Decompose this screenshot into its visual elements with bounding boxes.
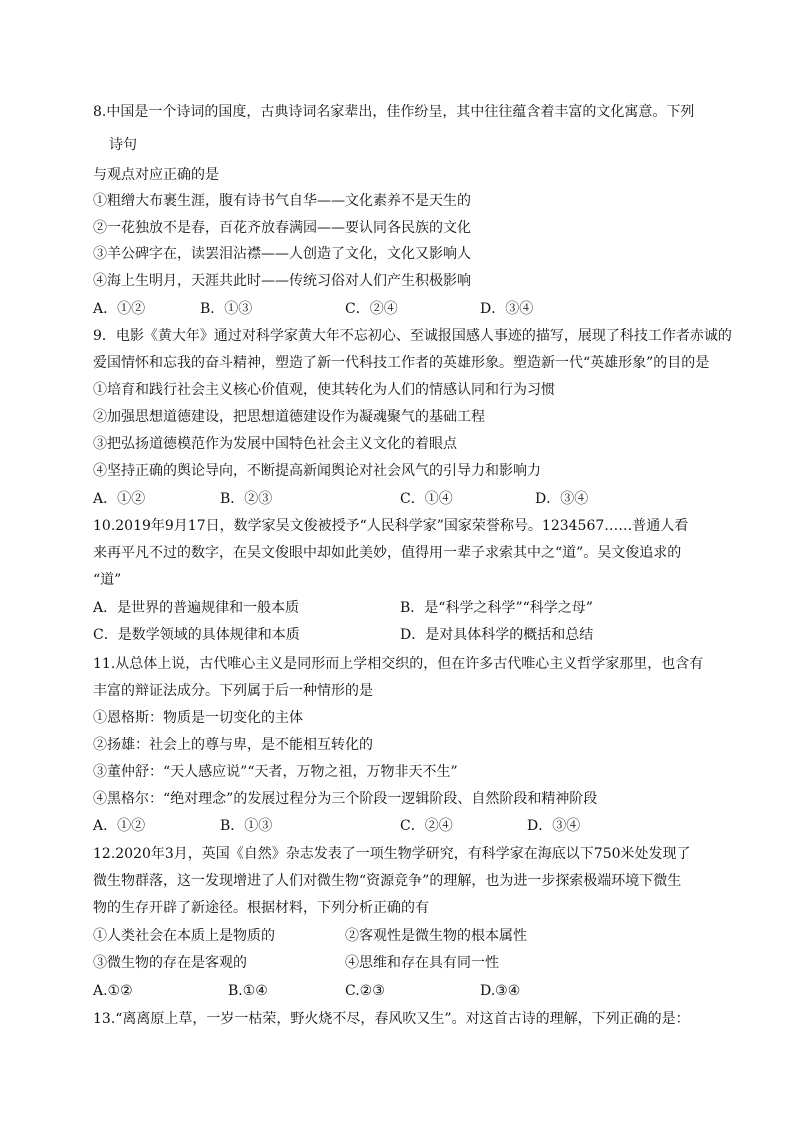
q9-stem-line-2: 爱国情怀和忘我的奋斗精神，塑造了新一代科技工作者的英雄形象。塑造新一代“英雄形象”的目的是	[93, 355, 710, 371]
q12-stem-line-2: 微生物群落，这一发现增进了人们对微生物“资源竞争”的理解，也为进一步探索极端环境下微生	[93, 873, 682, 889]
q12-item-4: ④思维和存在具有同一性	[345, 955, 499, 971]
q9-item-3: ③把弘扬道德模范作为发展中国特色社会主义文化的着眼点	[93, 436, 457, 452]
q8-item-3: ③羊公碑字在，读罢泪沾襟——人创造了文化，文化又影响人	[93, 246, 471, 262]
q11-option-c: C．②④	[400, 818, 453, 834]
q10-options-row-1	[0, 599, 794, 617]
q10-option-d: D．是对具体科学的概括和总结	[400, 627, 594, 643]
q8-item-2: ②一花独放不是春，百花齐放春满园——要认同各民族的文化	[93, 220, 471, 236]
q12-item-1: ①人类社会在本质上是物质的	[93, 928, 275, 944]
q10-stem-line-1: 10.2019年9月17日，数学家吴文俊被授予“人民科学家”国家荣誉称号。1234567……普通人看	[93, 518, 689, 534]
q8-option-a: A．①②	[93, 301, 146, 317]
q12-option-c: C.②③	[345, 983, 385, 999]
q11-item-4: ④黑格尔：“绝对理念”的发展过程分为三个阶段一逻辑阶段、自然阶段和精神阶段	[93, 791, 598, 807]
q12-stem-line-1: 12.2020年3月，英国《自然》杂志发表了一项生物学研究，有科学家在海底以下750米处发现了	[93, 846, 691, 862]
q12-options	[0, 982, 794, 1000]
q10-options-row-2	[0, 626, 794, 644]
q12-option-a: A.①②	[93, 983, 133, 999]
q11-stem-line-2: 丰富的辩证法成分。下列属于后一种情形的是	[93, 683, 373, 699]
q11-option-b: B．①③	[220, 818, 273, 834]
q8-item-1: ①粗缯大布裹生涯，腹有诗书气自华——文化素养不是天生的	[93, 193, 471, 209]
q11-item-2: ②扬雄：社会上的尊与卑，是不能相互转化的	[93, 737, 373, 753]
q13-stem-line-1: 13.“离离原上草，一岁一枯荣，野火烧不尽，春风吹又生”。对这首古诗的理解，下列正确的是：	[93, 1011, 690, 1027]
q11-option-a: A．①②	[93, 818, 146, 834]
q10-option-b: B．是“科学之科学”“科学之母”	[400, 600, 593, 616]
q12-option-b: B.①④	[228, 983, 268, 999]
q12-stem-line-3: 物的生存开辟了新途径。根据材料，下列分析正确的有	[93, 900, 429, 916]
q12-item-2: ②客观性是微生物的根本属性	[345, 928, 527, 944]
q11-option-d: D．③④	[527, 818, 581, 834]
q11-item-1: ①恩格斯：物质是一切变化的主体	[93, 710, 303, 726]
q9-option-a: A．①②	[93, 491, 146, 507]
q8-option-c: C．②④	[345, 301, 398, 317]
q12-items-row-1	[0, 927, 794, 945]
q9-option-c: C．①④	[400, 491, 453, 507]
q11-options	[0, 817, 794, 835]
q9-item-2: ②加强思想道德建设，把思想道德建设作为凝魂聚气的基础工程	[93, 409, 485, 425]
q10-stem-line-3: “道”	[93, 572, 122, 588]
q9-option-d: D．③④	[535, 491, 589, 507]
q8-stem-line-2: 诗句	[109, 137, 137, 153]
q9-item-1: ①培育和践行社会主义核心价值观，使其转化为人们的情感认同和行为习惯	[93, 382, 555, 398]
q10-stem-line-2: 来再平凡不过的数字，在吴文俊眼中却如此美妙，值得用一辈子求索其中之“道”。吴文俊追求的	[93, 545, 682, 561]
q12-option-d: D.③④	[480, 983, 521, 999]
q9-option-b: B．②③	[220, 491, 273, 507]
q8-stem-line-3: 与观点对应正确的是	[93, 167, 219, 183]
q11-stem-line-1: 11.从总体上说，古代唯心主义是同形而上学相交织的，但在许多古代唯心主义哲学家那里，也含有	[93, 656, 704, 672]
q9-item-4: ④坚持正确的舆论导向，不断提高新闻舆论对社会风气的引导力和影响力	[93, 463, 541, 479]
q9-options	[0, 490, 794, 508]
q11-item-3: ③董仲舒：“天人感应说”“天者，万物之祖，万物非天不生”	[93, 764, 458, 780]
q8-option-b: B．①③	[200, 301, 253, 317]
q10-option-a: A．是世界的普遍规律和一般本质	[93, 600, 300, 616]
q12-item-3: ③微生物的存在是客观的	[93, 955, 247, 971]
q8-item-4: ④海上生明月，天涯共此时——传统习俗对人们产生积极影响	[93, 273, 471, 289]
q9-stem-line-1: 9．电影《黄大年》通过对科学家黄大年不忘初心、至诚报国感人事迹的描写，展现了科技工作者赤诚的	[93, 328, 732, 344]
q8-options	[0, 300, 794, 318]
q12-items-row-2	[0, 954, 794, 972]
q10-option-c: C．是数学领域的具体规律和本质	[93, 627, 300, 643]
q8-option-d: D．③④	[480, 301, 534, 317]
q8-stem-line-1: 8.中国是一个诗词的国度，古典诗词名家辈出，佳作纷呈，其中往往蕴含着丰富的文化寓意。下列	[93, 104, 695, 120]
